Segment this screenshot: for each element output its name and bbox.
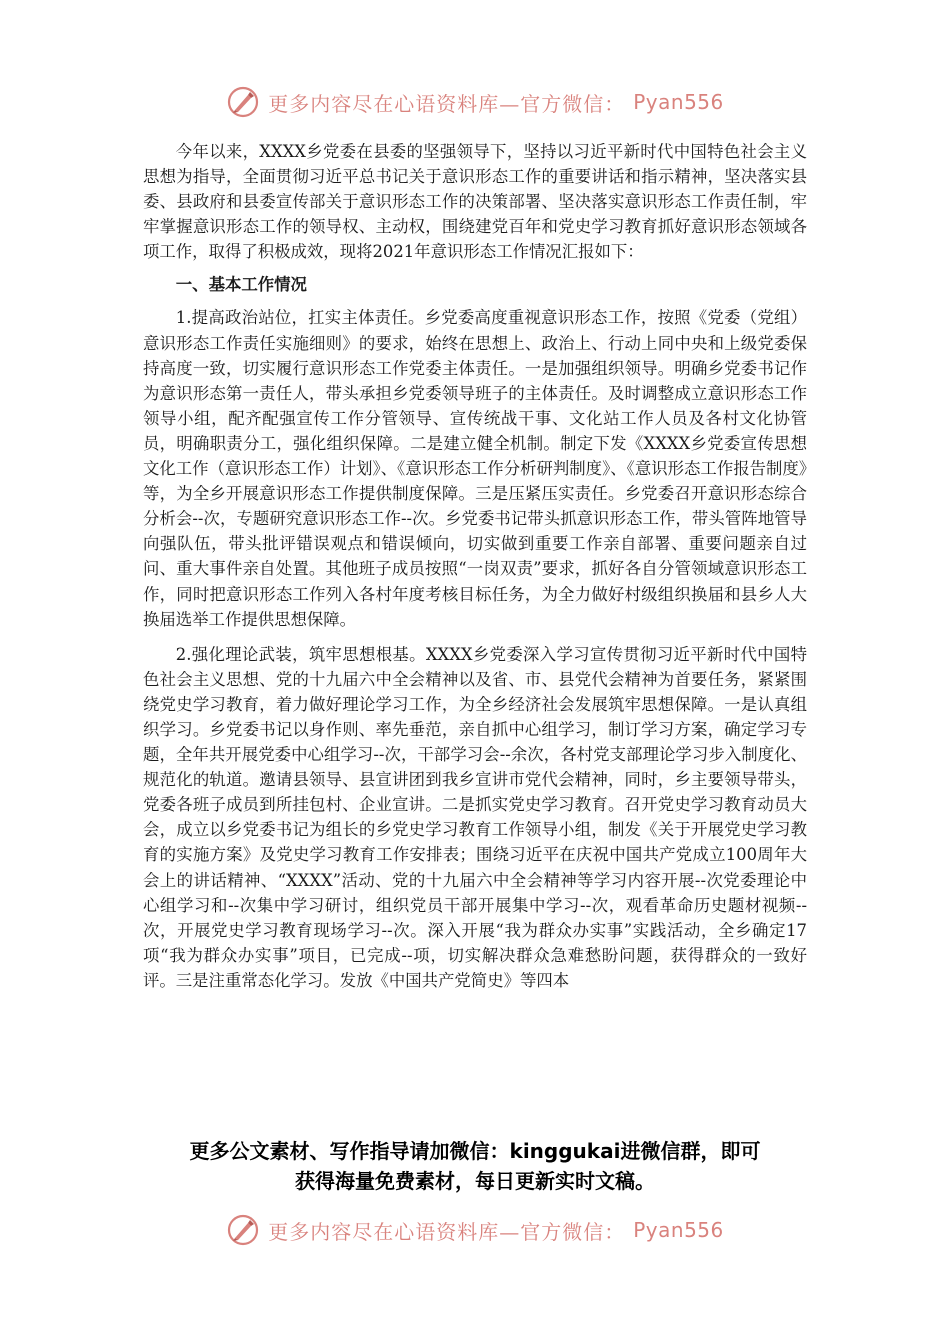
- watermark-id: Pyan556: [633, 1218, 724, 1242]
- watermark-id: Pyan556: [633, 90, 724, 114]
- pen-logo-icon: [226, 1213, 260, 1247]
- pen-logo-icon: [226, 85, 260, 119]
- paragraph-1: 1.提高政治站位，扛实主体责任。乡党委高度重视意识形态工作，按照《党委（党组）意识形态工作责任实施细则》的要求，始终在思想上、政治上、行动上同中央和上级党委保持高度一致，切实履行意识形态工作党委主体责任。一是加强组织领导。明确乡党委书记作为意识形态第一责任人，带头承担乡党委领导班子的主体责任。及时调整成立意识形态工作领导小组，配齐配强宣传工作分管领导、宣传统战干事、文化站工作人员及各村文化协管员，明确职责分工，强化组织保障。二是建立健全机制。制定下发《XXXX乡党委宣传思想文化工作（意识形态工作）计划》、《意识形态工作分析研判制度》、《意识形态工作报告制度》等，为全乡开展意识形态工作提供制度保障。三是压紧压实责任。乡党委召开意识形态综合分析会--次，专题研究意识形态工作--次。乡党委书记带头抓意识形态工作，带头管阵地管导向强队伍，带头批评错误观点和错误倾向，切实做到重要工作亲自部署、重要问题亲自过问、重大事件亲自处置。其他班子成员按照“一岗双责”要求，抓好各自分管领域意识形态工作，同时把意识形态工作列入各村年度考核目标任务，为全力做好村级组织换届和县乡人大换届选举工作提供思想保障。: [143, 308, 807, 629]
- watermark-text: 更多内容尽在心语资料库—官方微信：: [268, 91, 626, 116]
- watermark-text: 更多内容尽在心语资料库—官方微信：: [268, 1219, 626, 1244]
- promo-line-2: 获得海量免费素材，每日更新实时文稿。: [295, 1169, 655, 1193]
- intro-paragraph: 今年以来，XXXX乡党委在县委的坚强领导下，坚持以习近平新时代中国特色社会主义思想为指导，全面贯彻习近平总书记关于意识形态工作的重要讲话和指示精神，坚决落实县委、县政府和县委宣传部关于意识形态工作的决策部署、坚决落实意识形态工作责任制，牢牢掌握意识形态工作的领导权、主动权，围绕建党百年和党史学习教育抓好意识形态领域各项工作，取得了积极成效，现将2021年意识形态工作情况汇报如下：: [143, 142, 807, 262]
- paragraph-2: 2.强化理论武装，筑牢思想根基。XXXX乡党委深入学习宣传贯彻习近平新时代中国特色社会主义思想、党的十九届六中全会精神以及省、市、县党代会精神为首要任务，紧紧围绕党史学习教育，着力做好理论学习工作，为全乡经济社会发展筑牢思想保障。一是认真组织学习。乡党委书记以身作则、率先垂范，亲自抓中心组学习，制订学习方案，确定学习专题，全年共开展党委中心组学习--次，干部学习会--余次，各村党支部理论学习步入制度化、规范化的轨道。邀请县领导、县宣讲团到我乡宣讲市党代会精神，同时，乡主要领导带头，党委各班子成员到所挂包村、企业宣讲。二是抓实党史学习教育。召开党史学习教育动员大会，成立以乡党委书记为组长的乡党史学习教育工作领导小组，制发《关于开展党史学习教育的实施方案》及党史学习教育工作安排表；围绕习近平在庆祝中国共产党成立100周年大会上的讲话精神、“XXXX”活动、党的十九届六中全会精神等学习内容开展--次党委理论中心组学习和--次集中学习研讨，组织党员干部开展集中学习--次，观看革命历史题材视频--次，开展党史学习教育现场学习--次。深入开展“我为群众办实事”实践活动，全乡确定17项“我为群众办实事”项目，已完成--项，切实解决群众急难愁盼问题，获得群众的一致好评。三是注重常态化学习。发放《中国共产党简史》等四本: [143, 644, 807, 990]
- promo-line-1: 更多公文素材、写作指导请加微信：kinggukai进微信群，即可: [189, 1139, 761, 1163]
- watermark-footer: [0, 1210, 950, 1250]
- section-heading: 一、基本工作情况: [175, 275, 307, 295]
- document-body: [143, 139, 807, 993]
- promo-text: [120, 1136, 830, 1196]
- watermark-header: [0, 82, 950, 122]
